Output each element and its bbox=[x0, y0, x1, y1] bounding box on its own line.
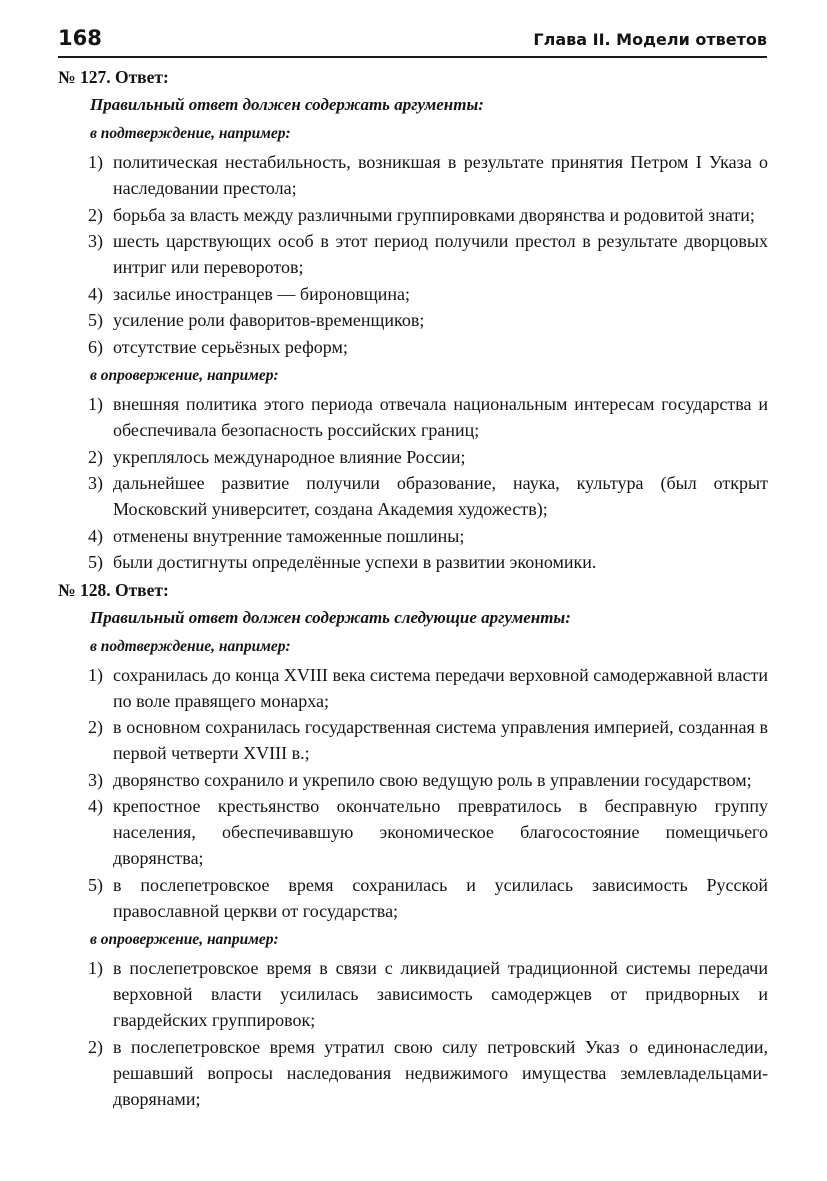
argument-list bbox=[58, 662, 768, 924]
answer-title: № 127. Ответ: bbox=[58, 67, 169, 87]
chapter-title: Глава II. Модели ответов bbox=[533, 30, 767, 49]
item-number: 4) bbox=[88, 283, 103, 304]
argument-group bbox=[58, 360, 768, 575]
answer-title: № 128. Ответ: bbox=[58, 579, 169, 600]
argument-group bbox=[58, 631, 768, 924]
group-heading: в подтверждение, например: bbox=[90, 125, 291, 142]
item-text: засилье иностранцев — бироновщина; bbox=[113, 283, 410, 304]
list-item bbox=[58, 662, 768, 714]
item-text: в послепетровское время утратил свою силу петровский Указ о единонаследии, решавший вопросы наследования недвижимого имущества землевладельцами-дворянами; bbox=[113, 1036, 768, 1109]
item-number: 5) bbox=[88, 552, 103, 572]
group-heading: в опровержение, например: bbox=[90, 367, 279, 384]
answer-section bbox=[58, 63, 768, 575]
argument-group bbox=[58, 924, 768, 1112]
item-text: усиление роли фаворитов-временщиков; bbox=[113, 310, 425, 330]
list-item bbox=[58, 714, 768, 766]
list-item bbox=[58, 793, 768, 871]
answer-lead: Правильный ответ должен содержать аргументы: bbox=[90, 95, 484, 114]
list-item bbox=[58, 444, 768, 470]
item-number: 1) bbox=[88, 664, 103, 685]
item-number: 4) bbox=[88, 525, 103, 546]
item-text: в послепетровское время сохранилась и усилилась зависимость Русской православной церкви от государства; bbox=[113, 874, 768, 921]
group-heading: в подтверждение, например: bbox=[90, 637, 291, 655]
item-text: укреплялось международное влияние России; bbox=[113, 446, 466, 467]
list-item bbox=[58, 523, 768, 549]
item-number: 3) bbox=[88, 769, 103, 790]
item-text: внешняя политика этого периода отвечала национальным интересам государства и обеспечивала безопасность российских границ; bbox=[113, 394, 768, 440]
item-text: политическая нестабильность, возникшая в результате принятия Петром I Указа о наследовании престола; bbox=[113, 152, 768, 198]
list-item bbox=[58, 202, 768, 228]
group-heading: в опровержение, например: bbox=[90, 931, 279, 948]
item-text: дворянство сохранило и укрепило свою ведущую роль в управлении государством; bbox=[113, 769, 752, 790]
list-item bbox=[58, 391, 768, 443]
list-item bbox=[58, 149, 768, 201]
argument-group bbox=[58, 118, 768, 360]
item-text: в основном сохранилась государственная система управления империей, созданная в первой четверти XVIII в.; bbox=[113, 717, 768, 763]
list-item bbox=[58, 470, 768, 522]
item-number: 1) bbox=[88, 958, 103, 978]
argument-list bbox=[58, 955, 768, 1112]
page-content bbox=[58, 63, 768, 1112]
item-text: дальнейшее развитие получили образование, наука, культура (был открыт Московский университет, создана Академия художеств); bbox=[113, 473, 768, 519]
item-text: были достигнуты определённые успехи в развитии экономики. bbox=[113, 552, 597, 572]
list-item bbox=[58, 334, 768, 360]
item-number: 6) bbox=[88, 336, 103, 357]
argument-list bbox=[58, 149, 768, 360]
list-item bbox=[58, 767, 768, 793]
item-text: шесть царствующих особ в этот период получили престол в результате дворцовых интриг или переворотов; bbox=[113, 231, 768, 277]
item-number: 2) bbox=[88, 204, 103, 225]
item-number: 3) bbox=[88, 231, 103, 251]
item-number: 3) bbox=[88, 473, 103, 493]
list-item bbox=[58, 281, 768, 307]
item-text: в послепетровское время в связи с ликвидацией традиционной системы передачи верховной власти усилилась зависимость самодержцев от придворных и гвардейских группировок; bbox=[113, 958, 768, 1030]
item-text: сохранилась до конца XVIII века система передачи верховной самодержавной власти по воле правящего монарха; bbox=[113, 664, 768, 711]
list-item bbox=[58, 872, 768, 924]
page-number: 168 bbox=[58, 26, 102, 50]
list-item bbox=[58, 228, 768, 280]
item-number: 2) bbox=[88, 717, 103, 737]
answer-section bbox=[58, 576, 768, 1112]
item-number: 4) bbox=[88, 796, 103, 816]
item-text: отсутствие серьёзных реформ; bbox=[113, 336, 348, 357]
item-number: 1) bbox=[88, 394, 103, 414]
item-text: отменены внутренние таможенные пошлины; bbox=[113, 525, 465, 546]
item-number: 2) bbox=[88, 1036, 103, 1057]
argument-list bbox=[58, 391, 768, 575]
answer-lead: Правильный ответ должен содержать следующие аргументы: bbox=[90, 607, 571, 627]
item-number: 1) bbox=[88, 152, 103, 172]
item-number: 5) bbox=[88, 310, 103, 330]
item-text: крепостное крестьянство окончательно превратилось в бесправную группу населения, обеспечивавшую экономическое благосостояние помещичьего дворянства; bbox=[113, 796, 768, 868]
list-item bbox=[58, 1034, 768, 1112]
item-number: 2) bbox=[88, 446, 103, 467]
item-text: борьба за власть между различными группировками дворянства и родовитой знати; bbox=[113, 204, 755, 225]
list-item bbox=[58, 307, 768, 333]
list-item bbox=[58, 955, 768, 1033]
item-number: 5) bbox=[88, 874, 103, 895]
list-item bbox=[58, 549, 768, 575]
running-header bbox=[58, 22, 767, 58]
